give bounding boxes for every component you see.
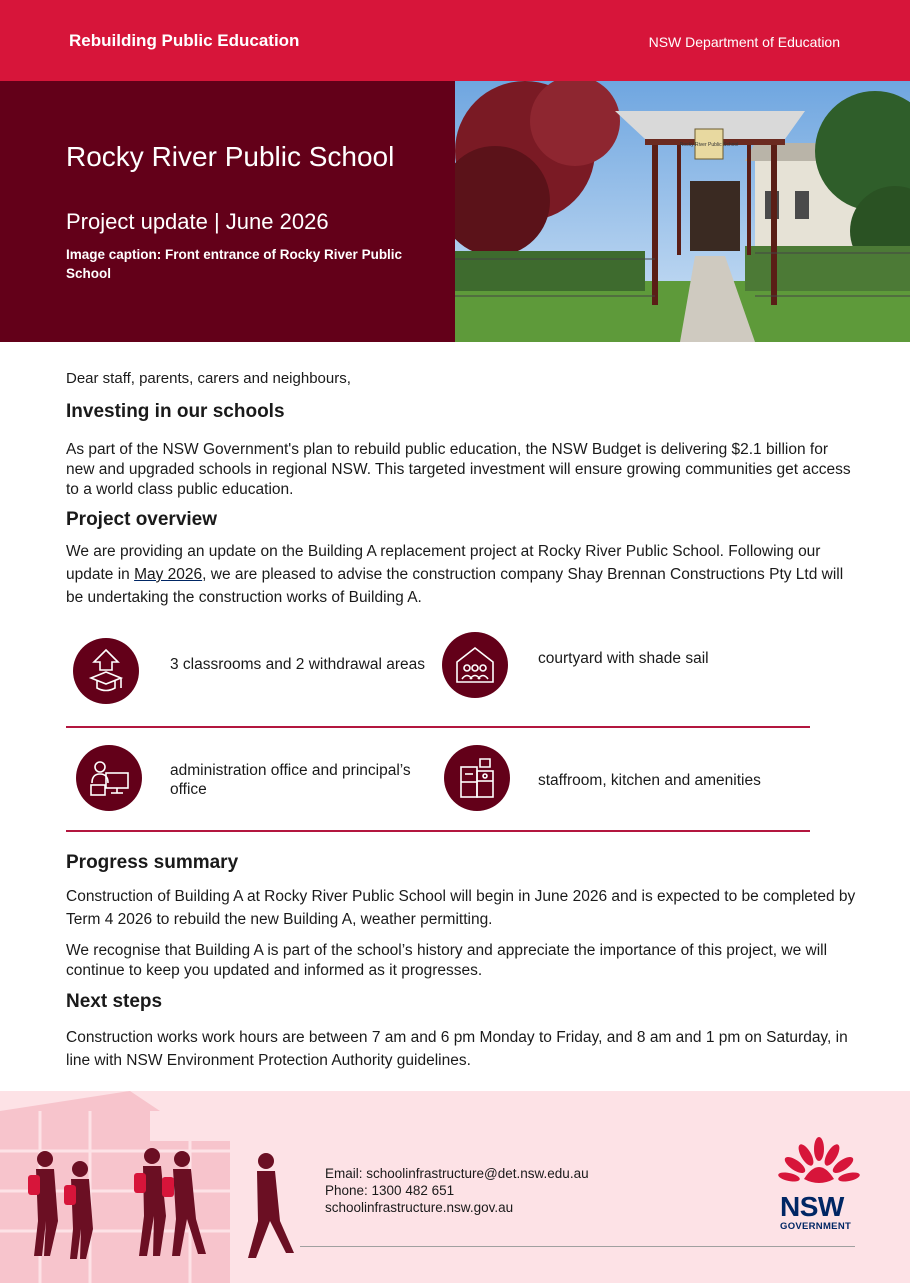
heading-investing: Investing in our schools [66, 401, 285, 422]
school-entrance-photo [455, 81, 910, 342]
office-icon [76, 745, 142, 811]
feature-text: staffroom, kitchen and amenities [538, 772, 761, 789]
paragraph-next-steps: Construction works work hours are between 7 am and 6 pm Monday to Friday, and 8 am and 1 pm on Saturday, in line with NSW Environment Protection Authority guidelines. [66, 1029, 848, 1069]
courtyard-icon [442, 632, 508, 698]
campaign-title: Rebuilding Public Education [69, 31, 300, 50]
paragraph-investing: As part of the NSW Government's plan to rebuild public education, the NSW Budget is delivering $2.1 billion for new and upgraded schools in regional NSW. This targeted investment will ensure growing communities get access to a world class public education. [66, 441, 851, 498]
heading-progress-summary: Progress summary [66, 852, 239, 873]
section-divider [66, 726, 810, 728]
paragraph-progress-2: We recognise that Building A is part of the school’s history and appreciate the importance of this project, we will continue to keep you updated and informed as it progresses. [66, 942, 828, 979]
students-illustration [0, 1091, 300, 1283]
project-update-date: Project update | June 2026 [66, 209, 329, 234]
feature-text: administration office and principal’s office [170, 762, 411, 798]
footer-divider [300, 1246, 855, 1247]
paragraph-project-overview [66, 540, 856, 609]
heading-project-overview: Project overview [66, 509, 218, 530]
feature-text: 3 classrooms and 2 withdrawal areas [170, 656, 426, 673]
feature-text: courtyard with shade sail [538, 650, 709, 667]
kitchen-icon [444, 745, 510, 811]
greeting: Dear staff, parents, carers and neighbours, [66, 370, 351, 387]
paragraph-progress-1: Construction of Building A at Rocky River Public School will begin in June 2026 and is expected to be completed by Term 4 2026 to rebuild the new Building A, weather permitting. [66, 888, 856, 928]
contact-email[interactable]: Email: schoolinfrastructure@det.nsw.edu.au [325, 1166, 589, 1181]
waratah-icon [774, 1135, 864, 1191]
hero-text-panel [0, 81, 455, 342]
overview-text-end: , we are pleased to advise the construction company Shay Brennan Constructions Pty Ltd will be undertaking the construction works of Building A. [66, 566, 844, 606]
classroom-icon [73, 638, 139, 704]
school-name: Rocky River Public School [66, 141, 395, 172]
logo-government: GOVERNMENT [780, 1221, 852, 1232]
footer [0, 1091, 910, 1283]
overview-text-start: We are providing an update on the Building A replacement project at Rocky River Public School. Following our update in [66, 543, 821, 583]
photo-school-sign: Rocky River Public School [679, 142, 739, 148]
section-divider [66, 830, 810, 832]
contact-details [325, 1165, 589, 1216]
nsw-government-logo [774, 1135, 864, 1235]
logo-nsw: NSW [780, 1191, 844, 1222]
department-name: NSW Department of Education [648, 34, 840, 50]
top-banner [0, 0, 910, 81]
image-caption: Image caption: Front entrance of Rocky River Public School [66, 247, 403, 281]
contact-phone[interactable]: Phone: 1300 482 651 [325, 1183, 455, 1198]
may-update-link[interactable]: May 2026 [134, 566, 203, 583]
hero-section [0, 81, 910, 342]
heading-next-steps: Next steps [66, 991, 163, 1012]
contact-website[interactable]: schoolinfrastructure.nsw.gov.au [325, 1200, 514, 1215]
